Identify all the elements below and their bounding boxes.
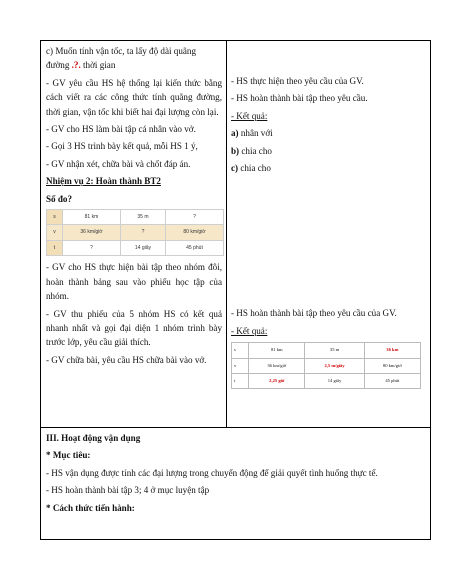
question-c: c) Muốn tính vận tốc, ta lấy độ dài quãng đường .?. thời gian (46, 46, 197, 71)
result-label: - Kết quả: (231, 110, 268, 121)
table-cell: v (232, 358, 249, 373)
instruction-collect-sheets: - GV thu phiếu của 5 nhóm HS có kết quả nhanh nhất và gọi đại diện 1 nhóm trình bày trước lớp, yêu cầu giải thích. (46, 308, 222, 348)
section-heading: III. Hoạt động vận dụng (46, 433, 141, 443)
task-2-heading: Nhiệm vụ 2: Hoàn thành BT2 (46, 176, 161, 187)
objective-text: - HS vận dụng được tính các đại lượng trong chuyển động để giải quyết tình huống thực tế. (46, 467, 378, 478)
table-cell: 81 km (249, 343, 305, 358)
lesson-page (40, 40, 431, 560)
answer-a: a) nhân với (231, 128, 273, 139)
table-cell: 36 km/giờ (62, 225, 120, 240)
instruction-fix-work: - GV chữa bài, yêu cầu HS chữa bài vào vở. (46, 354, 207, 365)
instruction-group-work: - GV cho HS thực hiện bài tập theo nhóm đôi, hoàn thành bảng sau vào phiếu học tập của nhóm. (46, 262, 222, 302)
table-cell: 81 km (62, 210, 120, 225)
so-do-label: Số đo? (46, 193, 73, 204)
method-label: * Cách thức tiến hành: (46, 502, 135, 513)
answer-table (231, 342, 421, 389)
instruction-correct-answers: - GV nhận xét, chữa bài và chốt đáp án. (46, 158, 191, 169)
table-cell: v (47, 225, 63, 240)
table-cell: 2,25 giờ (249, 374, 305, 389)
table-cell: 14 giây (305, 374, 364, 389)
table-cell: 35 m (120, 210, 165, 225)
instruction-present-results: - Gọi 3 HS trình bày kết quả, mỗi HS 1 ý, (46, 141, 198, 152)
student-activities-column (231, 74, 427, 389)
table-cell: ? (62, 240, 120, 255)
table-cell: t (47, 240, 63, 255)
table-cell: t (232, 374, 249, 389)
table-cell: s (232, 343, 249, 358)
table-cell: ? (166, 210, 224, 225)
result-label-2: - Kết quả: (231, 325, 268, 336)
table-cell: 80 km/giờ (364, 358, 420, 373)
objective-exercises: - HS hoàn thành bài tập 3; 4 ở mục luyện tập (46, 485, 210, 496)
exercise-table (46, 209, 224, 256)
table-cell: 2,5 m/giây (305, 358, 364, 373)
answer-b: b) chia cho (231, 145, 272, 156)
row-divider (40, 427, 431, 428)
objective-label: * Mục tiêu: (46, 450, 91, 461)
application-section (46, 431, 426, 518)
table-cell: 35 m (305, 343, 364, 358)
table-cell: 80 km/giờ (166, 225, 224, 240)
student-complete-exercise: - HS hoàn thành bài tập theo yêu cầu. (231, 93, 368, 104)
table-cell: 14 giây (120, 240, 165, 255)
table-cell: 36 km (364, 343, 420, 358)
instruction-individual-work: - GV cho HS làm bài tập cá nhân vào vở. (46, 124, 196, 135)
table-cell: ? (120, 225, 165, 240)
table-cell: s (47, 210, 63, 225)
column-divider (226, 40, 227, 427)
table-cell: 45 phút (364, 374, 420, 389)
answer-c: c) chia cho (231, 163, 271, 174)
table-cell: 36 km/giờ (249, 358, 305, 373)
student-complete-exercise-2: - HS hoàn thành bài tập theo yêu cầu của GV. (231, 308, 397, 319)
instruction-review-formulas: - GV yêu cầu HS hệ thống lại kiến thức bằng cách viết ra các công thức tính quãng đường, thời gian, vận tốc khi biết hai đại lượng còn lại. (46, 77, 222, 117)
blank-mark: .?. (71, 60, 81, 71)
student-follow-instruction: - HS thực hiện theo yêu cầu của GV. (231, 76, 364, 86)
table-cell: 45 phút (166, 240, 224, 255)
spacer (231, 178, 427, 306)
teacher-activities-column (46, 44, 222, 370)
